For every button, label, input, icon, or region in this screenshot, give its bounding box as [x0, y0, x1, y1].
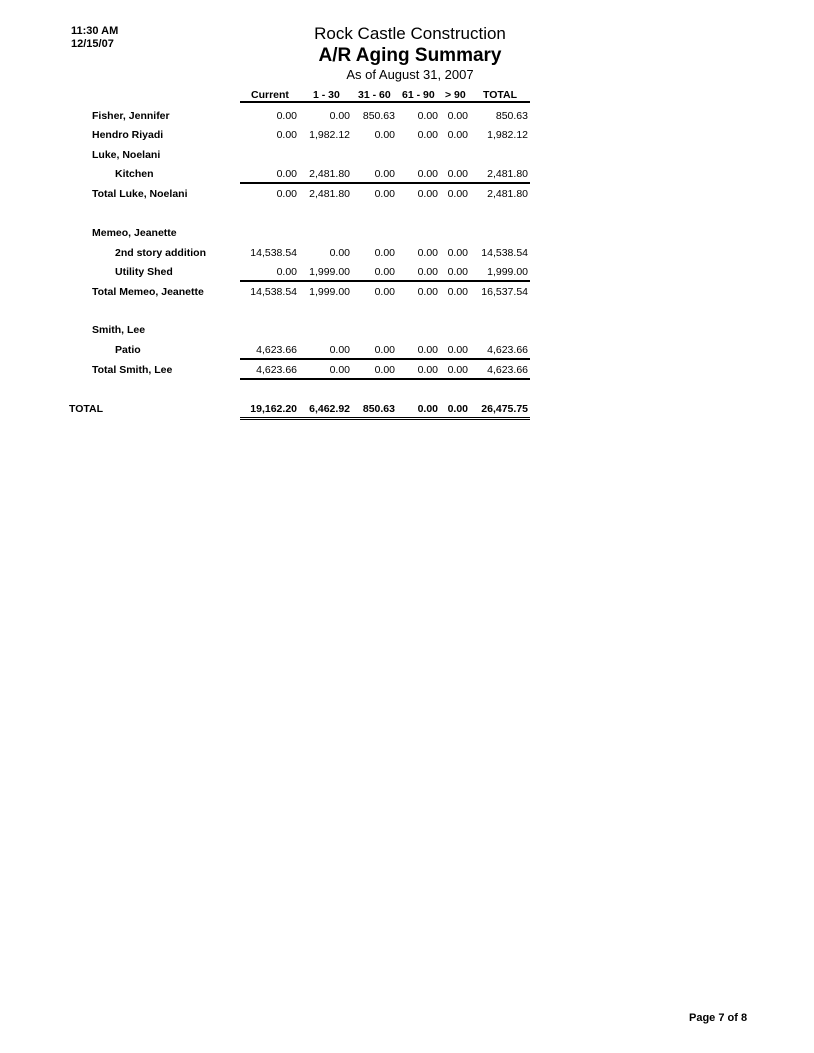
cell-current: 0.00 [276, 188, 297, 200]
cell-current: 4,623.66 [256, 344, 297, 356]
cell-61-90: 0.00 [417, 344, 438, 356]
cell-current: 0.00 [276, 266, 297, 278]
cell-31-60: 850.63 [362, 110, 395, 122]
customer-group-label: Smith, Lee [92, 324, 146, 336]
column-header-current: Current [251, 89, 289, 101]
cell-31-60: 0.00 [374, 168, 395, 180]
cell-61-90: 0.00 [417, 110, 438, 122]
report-date: 12/15/07 [71, 38, 114, 50]
cell-61-90: 0.00 [417, 168, 438, 180]
cell-31-60: 0.00 [374, 266, 395, 278]
column-header-over-90: > 90 [445, 89, 466, 101]
cell-total: 850.63 [495, 110, 528, 122]
cell-over-90: 0.00 [447, 188, 468, 200]
grand-total-double-rule [240, 417, 530, 420]
customer-group-label: Luke, Noelani [92, 149, 161, 161]
cell-over-90: 0.00 [447, 344, 468, 356]
cell-current: 4,623.66 [256, 364, 297, 376]
cell-over-90: 0.00 [447, 168, 468, 180]
cell-31-60: 0.00 [374, 129, 395, 141]
cell-1-30: 2,481.80 [309, 168, 350, 180]
job-label: Patio [115, 344, 141, 356]
company-name: Rock Castle Construction [314, 24, 506, 43]
subtotal-label: Total Smith, Lee [92, 364, 173, 376]
cell-61-90: 0.00 [417, 188, 438, 200]
row-label: Hendro Riyadi [92, 129, 164, 141]
grand-total-over-90: 0.00 [447, 403, 468, 415]
cell-current: 0.00 [276, 110, 297, 122]
report-as-of-date: As of August 31, 2007 [346, 67, 474, 82]
cell-1-30: 1,982.12 [309, 129, 350, 141]
grand-total-label: TOTAL [69, 403, 104, 415]
cell-total: 4,623.66 [487, 344, 528, 356]
cell-current: 0.00 [276, 129, 297, 141]
cell-over-90: 0.00 [447, 247, 468, 259]
grand-total-31-60: 850.63 [362, 403, 395, 415]
cell-1-30: 0.00 [329, 110, 350, 122]
cell-over-90: 0.00 [447, 129, 468, 141]
cell-over-90: 0.00 [447, 286, 468, 298]
customer-group-label: Memeo, Jeanette [92, 227, 177, 239]
cell-31-60: 0.00 [374, 364, 395, 376]
cell-61-90: 0.00 [417, 129, 438, 141]
subtotal-rule [240, 182, 530, 184]
report-time: 11:30 AM [71, 25, 119, 37]
row-label: Fisher, Jennifer [92, 110, 170, 122]
cell-31-60: 0.00 [374, 286, 395, 298]
cell-current: 14,538.54 [250, 286, 297, 298]
cell-total: 1,999.00 [487, 266, 528, 278]
cell-over-90: 0.00 [447, 364, 468, 376]
subtotal-rule [240, 358, 530, 360]
grand-total-1-30: 6,462.92 [309, 403, 350, 415]
cell-61-90: 0.00 [417, 364, 438, 376]
grand-total-current: 19,162.20 [250, 403, 297, 415]
column-header-total: TOTAL [483, 89, 518, 101]
cell-1-30: 1,999.00 [309, 266, 350, 278]
cell-total: 16,537.54 [481, 286, 528, 298]
cell-total: 2,481.80 [487, 168, 528, 180]
cell-31-60: 0.00 [374, 247, 395, 259]
cell-31-60: 0.00 [374, 344, 395, 356]
grand-total-61-90: 0.00 [417, 403, 438, 415]
subtotal-label: Total Memeo, Jeanette [92, 286, 204, 298]
subtotal-rule [240, 280, 530, 282]
cell-61-90: 0.00 [417, 286, 438, 298]
cell-over-90: 0.00 [447, 266, 468, 278]
cell-1-30: 0.00 [329, 247, 350, 259]
page-number: Page 7 of 8 [689, 1012, 748, 1024]
job-label: Kitchen [115, 168, 154, 180]
cell-over-90: 0.00 [447, 110, 468, 122]
cell-current: 14,538.54 [250, 247, 297, 259]
subtotal-label: Total Luke, Noelani [92, 188, 188, 200]
grand-total-total: 26,475.75 [481, 403, 528, 415]
job-label: 2nd story addition [115, 247, 207, 259]
cell-current: 0.00 [276, 168, 297, 180]
column-header-61-90: 61 - 90 [402, 89, 435, 101]
cell-61-90: 0.00 [417, 247, 438, 259]
header-rule [240, 101, 530, 103]
cell-1-30: 1,999.00 [309, 286, 350, 298]
cell-31-60: 0.00 [374, 188, 395, 200]
job-label: Utility Shed [115, 266, 173, 278]
cell-total: 4,623.66 [487, 364, 528, 376]
section-rule [240, 378, 530, 380]
report-title: A/R Aging Summary [318, 45, 502, 66]
cell-1-30: 0.00 [329, 344, 350, 356]
cell-total: 2,481.80 [487, 188, 528, 200]
cell-61-90: 0.00 [417, 266, 438, 278]
cell-1-30: 2,481.80 [309, 188, 350, 200]
cell-total: 1,982.12 [487, 129, 528, 141]
cell-1-30: 0.00 [329, 364, 350, 376]
column-header-31-60: 31 - 60 [358, 89, 391, 101]
cell-total: 14,538.54 [481, 247, 528, 259]
column-header-1-30: 1 - 30 [313, 89, 340, 101]
